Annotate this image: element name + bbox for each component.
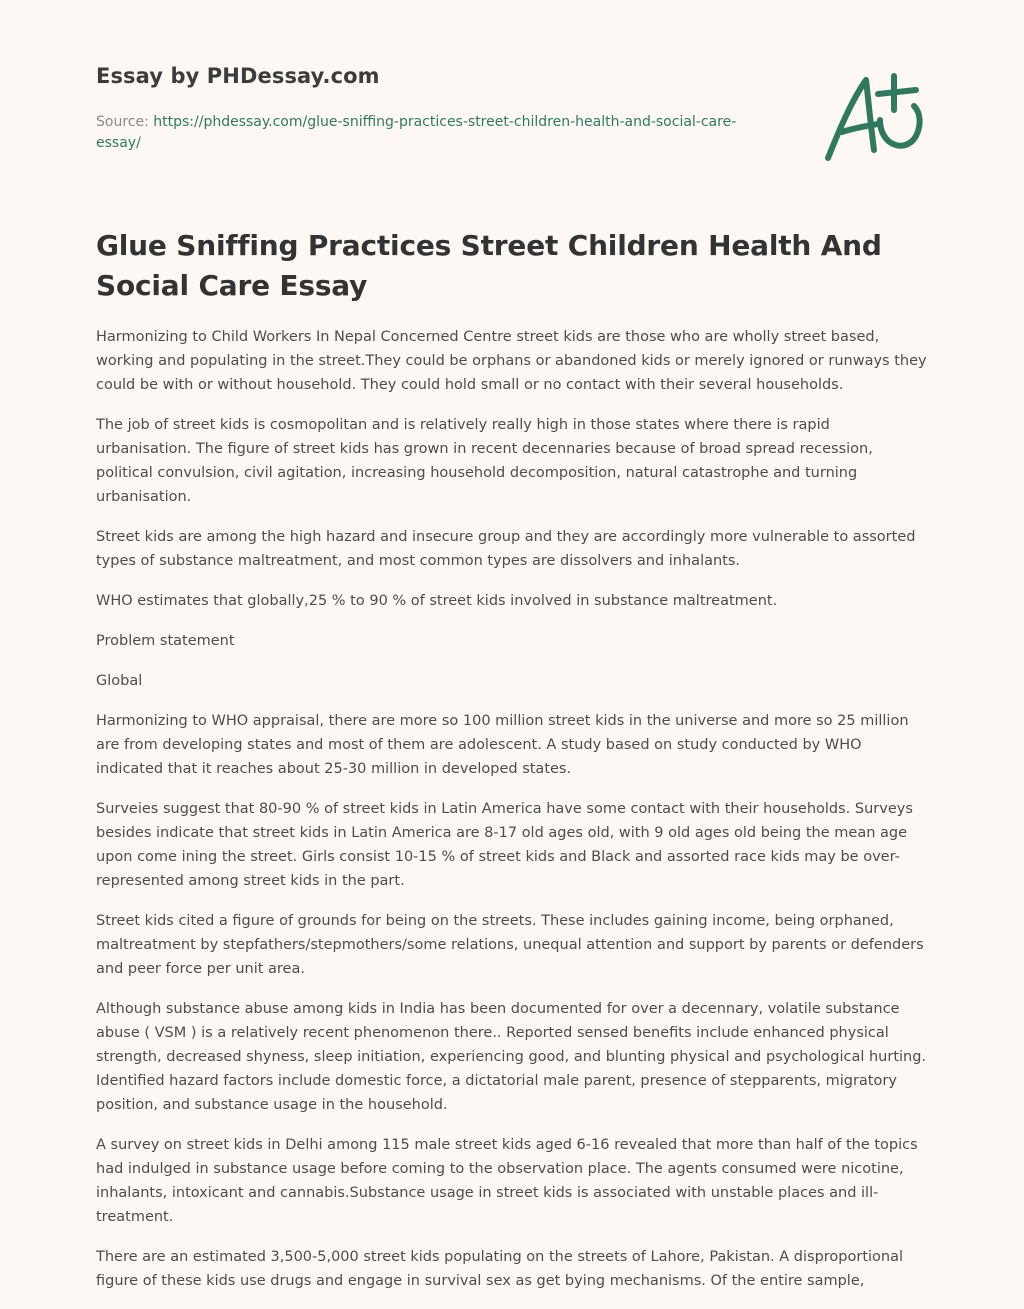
paragraph: WHO estimates that globally,25 % to 90 % of street kids involved in substance maltreatment.: [96, 593, 778, 609]
paragraph: Although substance abuse among kids in India has been documented for over a decennary, volatile substance abuse ( VSM ) is a relatively recent phenomenon there.. Reported sensed benefits include enhanced physical strength, decreased shyness, sleep initiation, experiencing good, and blunting physical and psychological hurting. Identified hazard factors include domestic force, a dictatorial male parent, presence of stepparents, migratory position, and substance usage in the household.: [96, 1001, 927, 1113]
essay-body: [96, 325, 928, 1309]
paragraph: A survey on street kids in Delhi among 115 male street kids aged 6-16 revealed that more than half of the topics had indulged in substance usage before coming to the observation place. The agents consumed were nicotine, inhalants, intoxicant and cannabis.Substance usage in street kids is associated with unstable places and ill-treatment.: [96, 1137, 918, 1225]
section-heading-problem-statement: Problem statement: [96, 633, 235, 649]
paragraph: Harmonizing to WHO appraisal, there are more so 100 million street kids in the universe and more so 25 million are from developing states and most of them are adolescent. A study based on study conducted by WHO indicated that it reaches about 25-30 million in developed states.: [96, 713, 909, 777]
a-plus-logo-icon: [822, 66, 928, 166]
section-heading-global: Global: [96, 673, 143, 689]
paragraph: Surveies suggest that 80-90 % of street kids in Latin America have some contact with their households. Surveys besides indicate that street kids in Latin America are 8-17 old ages old, with 9 old ages old being the mean age upon come ining the street. Girls consist 10-15 % of street kids and Black and assorted race kids may be over-represented among street kids in the part.: [96, 801, 913, 889]
paragraph: There are an estimated 3,500-5,000 street kids populating on the streets of Lahore, Pakistan. A disproportional figure of these kids use drugs and engage in survival sex as get bying mechanisms. Of the entire sample,: [96, 1249, 904, 1289]
essay-title: Glue Sniffing Practices Street Children Health And Social Care Essay: [96, 229, 882, 302]
site-title: Essay by PHDessay.com: [96, 64, 380, 88]
source-label: Source:: [96, 114, 154, 130]
paragraph: Street kids are among the high hazard and insecure group and they are accordingly more vulnerable to assorted types of substance maltreatment, and most common types are dissolvers and inhalants.: [96, 529, 916, 569]
source-line: [96, 112, 756, 154]
paragraph: Harmonizing to Child Workers In Nepal Concerned Centre street kids are those who are wholly street based, working and populating in the street.They could be orphans or abandoned kids or merely ignored or runways they could be with or without household. They could hold small or no contact with their several households.: [96, 329, 927, 393]
paragraph: The job of street kids is cosmopolitan and is relatively really high in those states where there is rapid urbanisation. The figure of street kids has grown in recent decennaries because of broad spread recession, political convulsion, civil agitation, increasing household decomposition, natural catastrophe and turning urbanisation.: [96, 417, 873, 505]
paragraph: Street kids cited a figure of grounds for being on the streets. These includes gaining income, being orphaned, maltreatment by stepfathers/stepmothers/some relations, unequal attention and support by parents or defenders and peer force per unit area.: [96, 913, 924, 977]
source-link[interactable]: https://phdessay.com/glue-sniffing-practices-street-children-health-and-social-care-essay/: [96, 114, 737, 151]
